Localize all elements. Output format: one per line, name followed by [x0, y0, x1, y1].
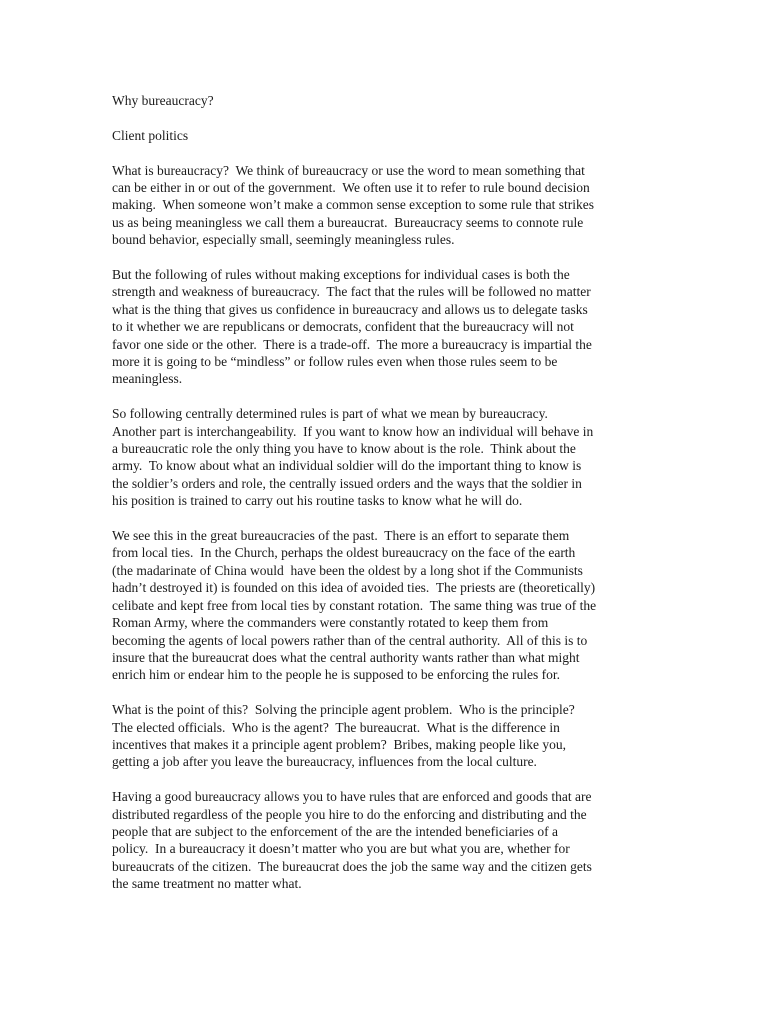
paragraph-line: from local ties. In the Church, perhaps the oldest bureaucracy on the face of the earth — [112, 545, 576, 561]
paragraph-line: what is the thing that gives us confidence in bureaucracy and allows us to delegate tasks — [112, 301, 588, 317]
paragraph-line: army. To know about what an individual soldier will do the important thing to know is — [112, 458, 582, 474]
paragraph — [112, 162, 660, 249]
paragraph-line: becoming the agents of local powers rather than of the central authority. All of this is to — [112, 632, 588, 648]
paragraph-line: the soldier’s orders and role, the centrally issued orders and the ways that the soldier in — [112, 475, 582, 491]
paragraph-line: getting a job after you leave the bureaucracy, influences from the local culture. — [112, 754, 537, 770]
paragraph — [112, 701, 660, 771]
paragraph-line: enrich him or endear him to the people he is supposed to be enforcing the rules for. — [112, 667, 560, 683]
paragraph — [112, 527, 660, 684]
paragraph-line: incentives that makes it a principle agent problem? Bribes, making people like you, — [112, 736, 566, 752]
paragraph-line: celibate and kept free from local ties by constant rotation. The same thing was true of the — [112, 597, 597, 613]
paragraph-line: So following centrally determined rules is part of what we mean by bureaucracy. — [112, 406, 548, 422]
paragraph-line: bound behavior, especially small, seemingly meaningless rules. — [112, 232, 455, 248]
document-body — [112, 92, 660, 910]
paragraph-line: insure that the bureaucrat does what the central authority wants rather than what might — [112, 649, 580, 665]
paragraph-line: But the following of rules without making exceptions for individual cases is both the — [112, 267, 570, 283]
paragraph-line: hadn’t destroyed it) is founded on this idea of avoided ties. The priests are (theoretically) — [112, 580, 596, 596]
paragraph-line: meaningless. — [112, 371, 183, 387]
paragraph — [112, 788, 660, 892]
paragraph-line: more it is going to be “mindless” or follow rules even when those rules seem to be — [112, 354, 558, 370]
paragraph-line: (the madarinate of China would have been the oldest by a long shot if the Communists — [112, 562, 583, 578]
paragraph-line: the same treatment no matter what. — [112, 876, 302, 892]
paragraph-line: people that are subject to the enforcement of the are the intended beneficiaries of a — [112, 823, 559, 839]
paragraph-line: Roman Army, where the commanders were constantly rotated to keep them from — [112, 615, 549, 631]
paragraph-line: policy. In a bureaucracy it doesn’t matter who you are but what you are, whether for — [112, 841, 570, 857]
paragraph-line: bureaucrats of the citizen. The bureaucrat does the job the same way and the citizen gets — [112, 858, 592, 874]
document-title: Why bureaucracy? — [112, 93, 214, 108]
paragraph — [112, 266, 660, 388]
paragraph-line: making. When someone won’t make a common sense exception to some rule that strikes — [112, 197, 595, 213]
paragraph-line: a bureaucratic role the only thing you have to know about is the role. Think about the — [112, 441, 576, 457]
paragraph-line: Another part is interchangeability. If you want to know how an individual will behave in — [112, 423, 594, 439]
paragraph — [112, 405, 660, 509]
paragraph-list — [112, 162, 660, 893]
paragraph-line: What is the point of this? Solving the principle agent problem. Who is the principle? — [112, 702, 575, 718]
paragraph-line: his position is trained to carry out his routine tasks to know what he will do. — [112, 493, 523, 509]
paragraph-line: can be either in or out of the government. We often use it to refer to rule bound decision — [112, 180, 590, 195]
paragraph-line: us as being meaningless we call them a bureaucrat. Bureaucracy seems to connote rule — [112, 214, 584, 230]
document-subtitle: Client politics — [112, 127, 189, 143]
paragraph-line: What is bureaucracy? We think of bureaucracy or use the word to mean something that — [112, 162, 585, 178]
paragraph-line: strength and weakness of bureaucracy. The fact that the rules will be followed no matter — [112, 284, 591, 300]
paragraph-line: Having a good bureaucracy allows you to have rules that are enforced and goods that are — [112, 789, 592, 805]
paragraph-line: distributed regardless of the people you hire to do the enforcing and distributing and the — [112, 806, 587, 822]
paragraph-line: The elected officials. Who is the agent? The bureaucrat. What is the difference in — [112, 719, 560, 735]
paragraph-line: favor one side or the other. There is a trade-off. The more a bureaucracy is impartial the — [112, 336, 592, 352]
paragraph-line: We see this in the great bureaucracies of the past. There is an effort to separate them — [112, 528, 570, 544]
paragraph-line: to it whether we are republicans or democrats, confident that the bureaucracy will not — [112, 319, 574, 335]
